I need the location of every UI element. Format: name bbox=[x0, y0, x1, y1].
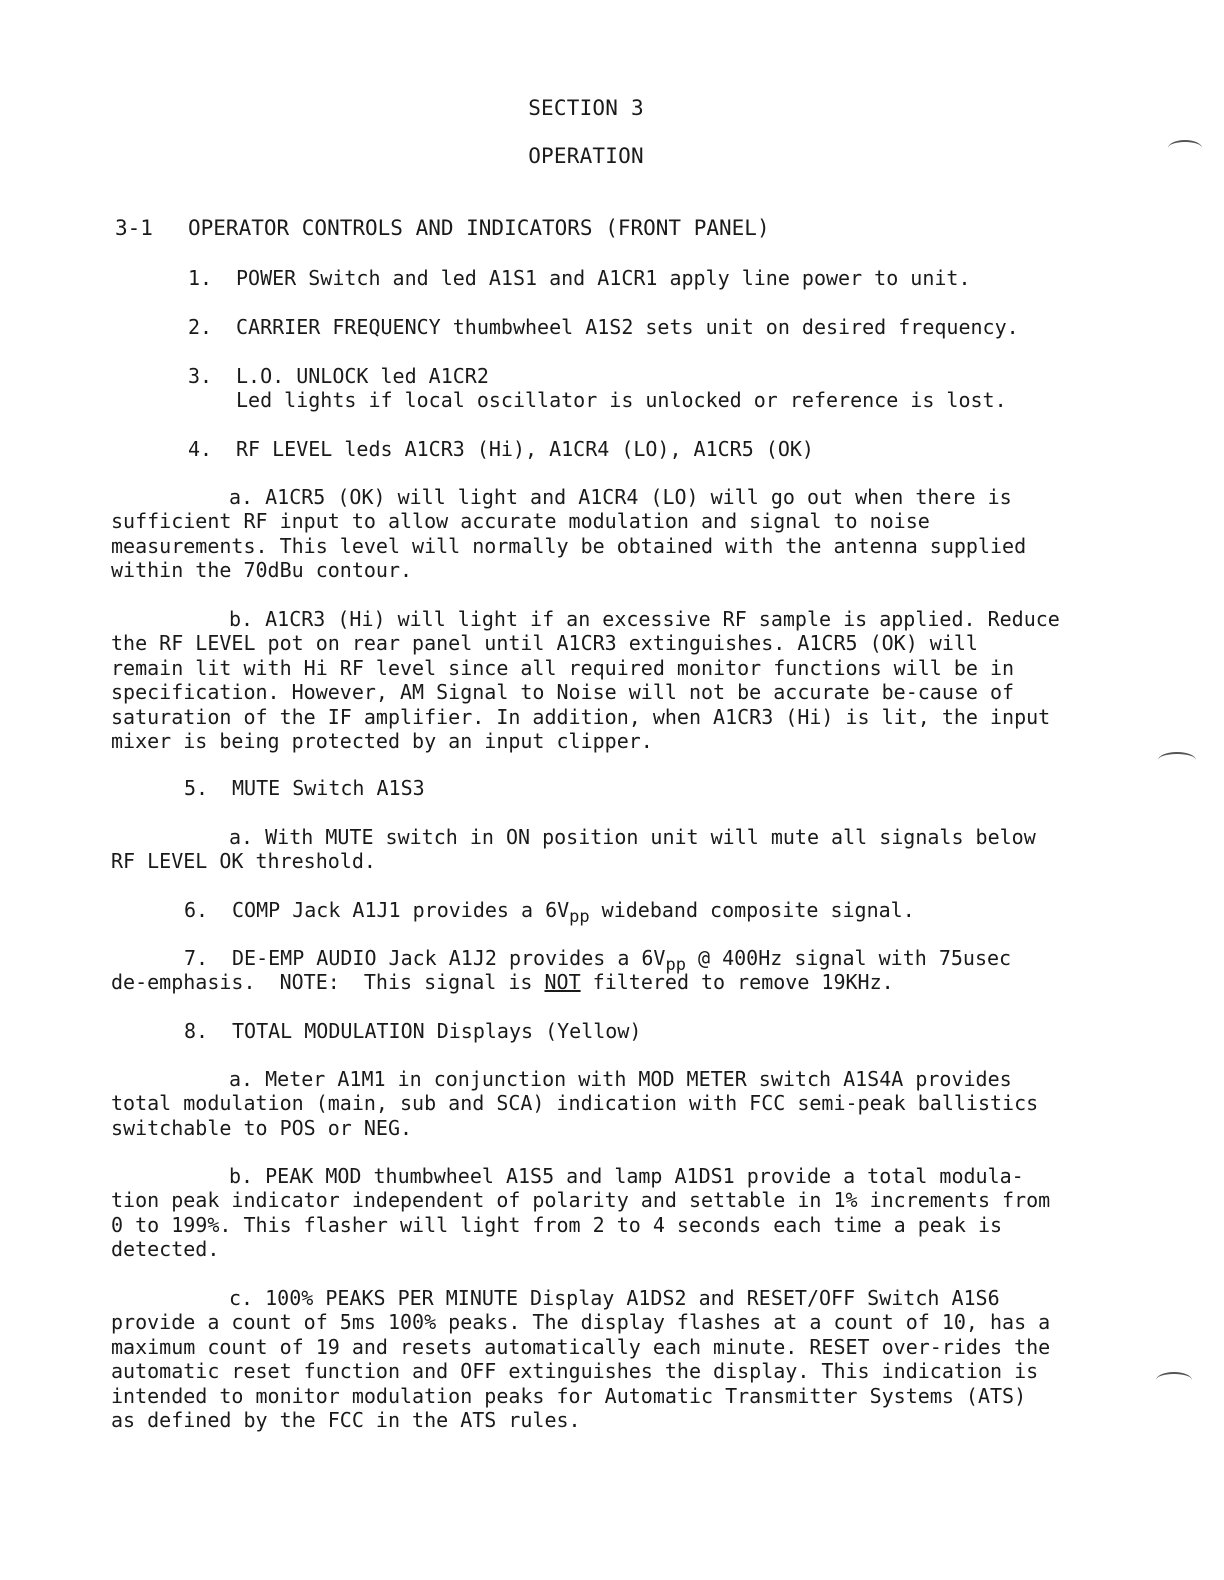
item-8a-paragraph bbox=[111, 1067, 1061, 1140]
item-4a-paragraph bbox=[111, 485, 1061, 583]
item-5a-paragraph bbox=[111, 825, 1061, 874]
item-8c-paragraph bbox=[111, 1286, 1061, 1432]
item-4a-text: a. A1CR5 (OK) will light and A1CR4 (LO) will go out when there is sufficient RF input to allow accurate modulation and signal to noise measurements. This level will normally be obtained with the antenna supplied within the 70dBu contour. bbox=[111, 485, 1027, 583]
item-6-text: COMP Jack A1J1 provides a $6V_{pp}$ wideband composite signal. bbox=[232, 898, 915, 927]
item-7-text: DE-EMP AUDIO Jack A1J2 provides a $6V_{pp}$ @ 400Hz signal with 75usec bbox=[232, 946, 1012, 975]
item-2-text: CARRIER FREQUENCY thumbwheel A1S2 sets unit on desired frequency. bbox=[236, 315, 1019, 339]
section-subtitle: OPERATION bbox=[528, 144, 644, 168]
item-3-text-line2: Led lights if local oscillator is unlocked or reference is lost. bbox=[236, 388, 1007, 412]
item-8c-text: c. 100% PEAKS PER MINUTE Display A1DS2 and RESET/OFF Switch A1S6 provide a count of 5ms 100% peaks. The display flashes at a count of 10, has a maximum count of 19 and resets automatically each minute. RESET over-rides the automatic reset function and OFF extinguishes the display. This indication is intended to monitor modulation peaks for Automatic Transmitter Systems (ATS) as defined by the FCC in the ATS rules. bbox=[111, 1286, 1051, 1433]
item-8b-text: b. PEAK MOD thumbwheel A1S5 and lamp A1DS1 provide a total modula-tion peak indicator independent of polarity and settable in 1% increments from 0 to 199%. This flasher will light from 2 to 4 seconds each time a peak is detected. bbox=[111, 1164, 1051, 1262]
item-3-number: 3. bbox=[188, 364, 213, 388]
item-6-number: 6. bbox=[184, 898, 209, 922]
item-5-text: MUTE Switch A1S3 bbox=[232, 776, 425, 800]
item-8-text: TOTAL MODULATION Displays (Yellow) bbox=[232, 1019, 642, 1043]
item-7-text-line2: de-emphasis. NOTE: This signal is NOT filtered to remove 19KHz. bbox=[111, 970, 894, 994]
heading-number: 3-1 bbox=[115, 216, 153, 240]
item-4b-paragraph bbox=[111, 607, 1061, 753]
heading-text: OPERATOR CONTROLS AND INDICATORS (FRONT PANEL) bbox=[188, 216, 770, 240]
item-8b-paragraph bbox=[111, 1164, 1061, 1262]
item-4-number: 4. bbox=[188, 437, 213, 461]
section-title: SECTION 3 bbox=[528, 96, 644, 120]
item-4b-text: b. A1CR3 (Hi) will light if an excessive RF sample is applied. Reduce the RF LEVEL pot on rear panel until A1CR3 extinguishes. A1CR5 (OK) will remain lit with Hi RF level since all required monitor functions will be in specification. However, AM Signal to Noise will not be accurate be-cause of saturation of the IF amplifier. In addition, when A1CR3 (Hi) is lit, the input mixer is being protected by an input clipper. bbox=[111, 607, 1060, 754]
item-8a-text: a. Meter A1M1 in conjunction with MOD METER switch A1S4A provides total modulation (main, sub and SCA) indication with FCC semi-peak ballistics switchable to POS or NEG. bbox=[111, 1067, 1039, 1140]
item-1-number: 1. bbox=[188, 266, 213, 290]
item-2-number: 2. bbox=[188, 315, 213, 339]
item-5-number: 5. bbox=[184, 776, 209, 800]
item-8-number: 8. bbox=[184, 1019, 209, 1043]
item-4-text: RF LEVEL leds A1CR3 (Hi), A1CR4 (LO), A1CR5 (OK) bbox=[236, 437, 814, 461]
item-3-text: L.O. UNLOCK led A1CR2 bbox=[236, 364, 489, 388]
item-7-number: 7. bbox=[184, 946, 209, 970]
binder-hole-mark-2 bbox=[1158, 752, 1196, 768]
binder-hole-mark-3 bbox=[1156, 1372, 1192, 1388]
binder-hole-mark-1 bbox=[1168, 140, 1202, 156]
item-1-text: POWER Switch and led A1S1 and A1CR1 apply line power to unit. bbox=[236, 266, 971, 290]
not-emphasis: NOT bbox=[544, 970, 581, 994]
item-5a-text: a. With MUTE switch in ON position unit will mute all signals below RF LEVEL OK threshold. bbox=[111, 825, 1036, 874]
